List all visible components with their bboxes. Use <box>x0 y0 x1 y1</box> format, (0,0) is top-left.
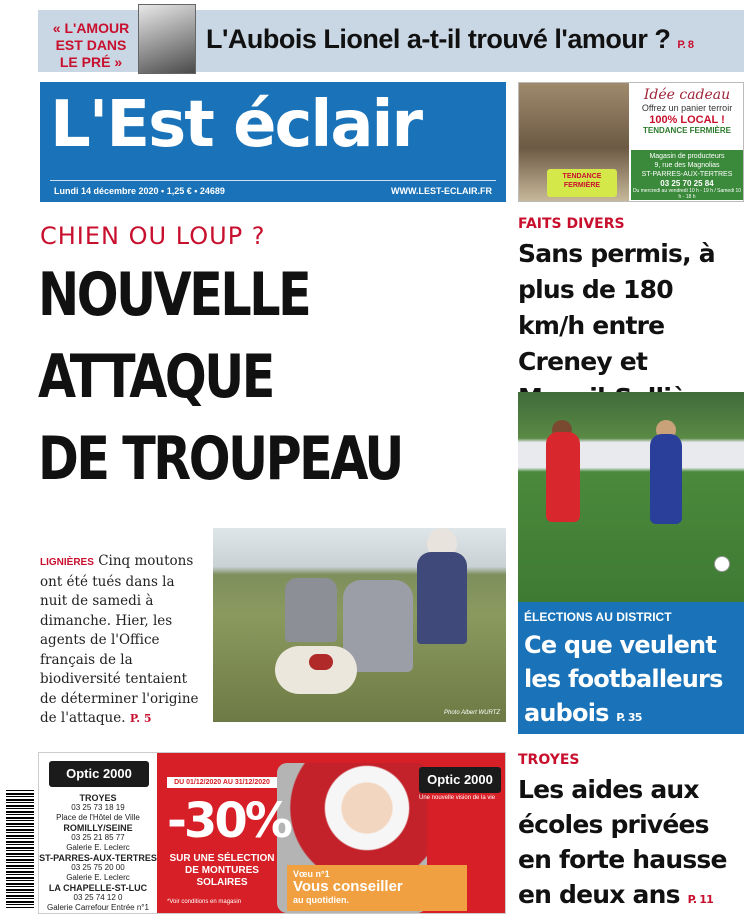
promo-selection: SUR UNE SÉLECTION DE MONTURES SOLAIRES <box>169 853 275 888</box>
store-phone: 03 25 21 85 77 <box>71 833 125 842</box>
player-blue <box>650 434 682 524</box>
lead-body: Cinq moutons ont été tués dans la nuit de samedi à dimanche. Hier, les agents de l'Office français de la biodiversité tentaient de déterminer l'origine de l'attaque. <box>40 553 199 726</box>
wish-title: Vous conseiller <box>293 878 403 895</box>
barcode <box>6 790 34 908</box>
store-name: ST-PARRES-AUX-TERTRES <box>39 853 157 863</box>
store-address: Galerie E. Leclerc <box>66 843 130 852</box>
store-name: ROMILLY/SEINE <box>63 823 133 833</box>
football-ball <box>714 556 730 572</box>
troyes-page-ref: P. 11 <box>687 893 713 906</box>
optic-logo: Optic 2000 <box>49 761 149 787</box>
gift-ad-title: Idée cadeau <box>643 87 731 103</box>
troyes-headline[interactable]: Les aides aux écoles privées en forte hausse en deux ans P. 11 <box>518 775 727 909</box>
elections-kicker: ÉLECTIONS AU DISTRICT <box>524 610 672 624</box>
main-headline[interactable] <box>38 254 423 500</box>
store-street: 9, rue des Magnolias <box>654 162 720 169</box>
store-name: LA CHAPELLE-ST-LUC <box>48 883 148 893</box>
teaser-tag: « L'AMOUR EST DANS LE PRÉ » <box>52 20 130 70</box>
store-phone: 03 25 74 12 0 <box>73 893 123 902</box>
wish-subtitle: au quotidien. <box>293 895 349 905</box>
troyes-kicker: TROYES <box>518 752 580 768</box>
optic-promo-panel <box>157 753 506 913</box>
optic-stores <box>39 793 157 913</box>
store-phone: 03 25 73 18 19 <box>71 803 125 812</box>
store-address: Galerie Carrefour Entrée n°1 <box>47 903 149 912</box>
faits-divers-headline[interactable]: Sans permis, à plus de 180 km/h entre Creney et <box>518 236 744 457</box>
gift-basket-ad[interactable] <box>518 82 744 202</box>
main-headline-line3: DE TROUPEAU <box>38 424 402 494</box>
faits-divers-kicker: FAITS DIVERS <box>518 216 625 232</box>
gift-ad-brand: TENDANCE FERMIÈRE <box>642 126 731 135</box>
main-headline-line1: NOUVELLE <box>38 260 310 330</box>
sheep-wound <box>309 654 333 670</box>
optic-wish-box <box>287 865 467 911</box>
store-city: ST-PARRES-AUX-TERTRES <box>641 171 733 178</box>
main-headline-line2: ATTAQUE <box>38 342 273 412</box>
gift-ad-store-info <box>631 150 743 200</box>
main-kicker: CHIEN OU LOUP ? <box>40 222 266 250</box>
lead-page-ref: P. 5 <box>129 712 152 725</box>
issue-date-line: Lundi 14 décembre 2020 • 1,25 € • 24689 <box>54 186 225 196</box>
masthead-divider <box>50 180 496 181</box>
store-phone: 03 25 75 20 00 <box>71 863 125 872</box>
optic2000-ad[interactable] <box>38 752 506 914</box>
sheep-attack-photo <box>213 528 506 722</box>
gift-ad-line1: Offrez un panier terroir <box>641 103 733 113</box>
elections-box[interactable] <box>518 602 744 734</box>
optic-tagline: Une nouvelle vision de la vie <box>419 795 496 801</box>
store-name: TROYES <box>79 793 117 803</box>
store-address: Galerie E. Leclerc <box>66 873 130 882</box>
person-standing <box>417 552 467 644</box>
masthead <box>40 82 506 202</box>
teaser-banner[interactable] <box>38 10 744 72</box>
photo-credit: Photo Albert WURTZ <box>443 710 500 716</box>
teaser-portrait-photo <box>138 4 196 74</box>
main-lead-text <box>40 552 200 729</box>
person-kneeling <box>285 578 337 642</box>
football-photo <box>518 392 744 602</box>
wish-number: Vœu n°1 <box>293 869 330 879</box>
teaser-page-ref: P. 8 <box>677 39 694 51</box>
promo-conditions: *Voir conditions en magasin <box>167 899 242 905</box>
website-url[interactable]: WWW.LEST-ECLAIR.FR <box>391 186 492 196</box>
store-address: Place de l'Hôtel de Ville <box>56 813 140 822</box>
elections-page-ref: P. 35 <box>616 711 642 724</box>
store-hours: Du mercredi au vendredi 10 h - 19 h / Samedi 10 h - 18 h <box>632 188 742 200</box>
promo-dates: DU 01/12/2020 AU 31/12/2020 <box>167 777 277 788</box>
teaser-title[interactable]: L'Aubois Lionel a-t-il trouvé l'amour ? P. 8 <box>206 24 694 54</box>
newspaper-logo: L'Est éclair <box>50 88 422 162</box>
gift-ad-text <box>631 87 743 135</box>
promo-percent: -30% <box>167 793 290 849</box>
optic-store-list <box>39 753 157 913</box>
tendance-fermiere-badge: TENDANCE FERMIÈRE <box>547 169 617 197</box>
player-red <box>546 432 580 522</box>
elections-headline: Ce que veulent les footballeurs aubois P. 35 <box>524 631 723 727</box>
gift-ad-local: 100% LOCAL ! <box>649 114 725 126</box>
store-type: Magasin de producteurs <box>649 153 725 160</box>
lead-place: LIGNIÈRES <box>40 557 94 568</box>
optic-logo-right: Optic 2000 <box>419 767 501 793</box>
store-phone: 03 25 70 25 84 <box>660 179 714 188</box>
